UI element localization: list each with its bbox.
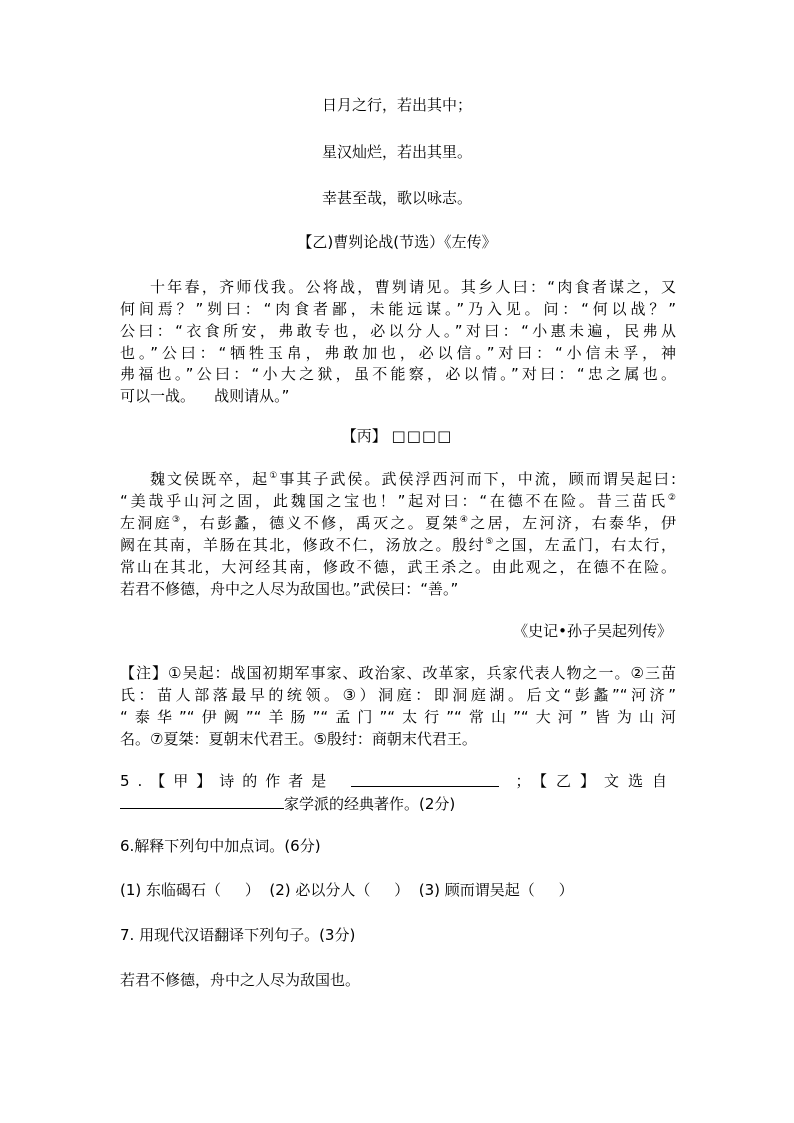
passage-bing-line-6: 若君不修德，舟中之人尽为敌国也。”武侯曰：“善。” [120, 580, 459, 598]
notes-line-2: 氏：苗人部落最早的统领。③）洞庭：即洞庭湖。后文“彭蠡”“河济” [120, 686, 676, 704]
passage-bing-line-5: 常山在其北，大河经其南，修政不德，武王杀之。由此观之，在德不在险。 [120, 558, 676, 576]
poem-line-3: 幸甚至哉，歌以咏志。 [321, 189, 472, 207]
question-6-items: (1) 东临碣石（ ） (2) 必以分人（ ） (3) 顾而谓吴起（ ） [120, 881, 574, 899]
passage-bing-line-3b: ，右彭蠡，德义不修，禹灭之。夏桀 [182, 514, 460, 532]
passage-yi-line-5: 弗福也。”公曰：“小大之狱，虽不能察，必以情。”对曰：“忠之属也。 [120, 365, 676, 383]
question-5-part-a: 5.【甲】诗的作者是 [120, 772, 335, 790]
passage-bing-line-2 [120, 491, 676, 511]
footnote-ref-1: ① [269, 471, 280, 481]
passage-bing-line-3c: 之居，左河济，右泰华，伊 [470, 514, 676, 532]
passage-yi-line-3: 公曰：“衣食所安，弗敢专也，必以分人。”对曰：“小惠未遍，民弗从 [120, 322, 676, 340]
question-5-part-c: 家学派的经典著作。(2分) [284, 795, 456, 813]
notes-line-4: 名。⑦夏桀：夏朝末代君王。⑤殷纣：商朝末代君王。 [120, 730, 477, 748]
passage-bing-line-4 [120, 535, 676, 555]
passage-bing-line-1a: 魏文侯既卒，起 [150, 470, 270, 488]
passage-yi-line-2: 何间焉？”刿曰：“肉食者鄙，未能远谋。”乃入见。问：“何以战？” [120, 300, 676, 318]
passage-bing-line-3a: 左洞庭 [120, 514, 173, 532]
question-7-sentence: 若君不修德，舟中之人尽为敌国也。 [120, 971, 361, 989]
question-5-line-1 [120, 771, 676, 791]
passage-yi-line-4: 也。”公曰：“牺牲玉帛，弗敢加也，必以信。”对曰：“小信未孚，神 [120, 344, 676, 362]
passage-bing-title-boxes: □□□□ [391, 427, 453, 445]
question-5-blank-school[interactable] [120, 793, 284, 809]
passage-bing-title-mark: 【丙】 [341, 427, 387, 445]
question-6-prompt: 6.解释下列句中加点词。(6分) [120, 837, 321, 855]
passage-bing-line-1 [150, 469, 676, 489]
poem-line-2: 星汉灿烂，若出其里。 [321, 143, 472, 161]
passage-yi-line-1: 十年春，齐师伐我。公将战，曹刿请见。其乡人曰：“肉食者谋之，又 [150, 278, 676, 296]
passage-bing-line-4a: 阙在其南，羊肠在其北，修政不仁，汤放之。殷纣 [120, 536, 486, 554]
passage-bing-line-1b: 事其子武侯。武侯浮西河而下，中流，顾而谓吴起曰: [279, 470, 676, 488]
passage-yi-line-6: 可以一战。 战则请从。” [120, 387, 290, 405]
notes-line-1: 【注】①吴起：战国初期军事家、政治家、改革家，兵家代表人物之一。②三苗 [120, 664, 676, 682]
question-7-prompt: 7. 用现代汉语翻译下列句子。(3分) [120, 926, 356, 944]
passage-yi-title: 【乙)曹刿论战(节选）《左传》 [297, 233, 497, 251]
passage-bing-title [0, 426, 794, 446]
footnote-ref-5: ⑤ [485, 537, 495, 547]
question-5-blank-author[interactable] [351, 771, 499, 787]
passage-bing-line-3 [120, 513, 676, 533]
question-5-line-2 [120, 793, 676, 814]
footnote-ref-4: ④ [459, 515, 471, 525]
notes-line-3: “泰华”“伊阙”“羊肠”“孟门”“太行”“常山”“大河”皆为山河 [120, 708, 676, 726]
question-5-part-b: ；【乙】文选自 [515, 772, 676, 790]
poem-line-1: 日月之行，若出其中； [321, 96, 472, 114]
passage-bing-line-2a: “美哉乎山河之固，此魏国之宝也！”起对曰：“在德不在险。昔三苗氏 [120, 492, 668, 510]
footnote-ref-2: ② [667, 493, 676, 503]
footnote-ref-3: ③ [172, 515, 183, 525]
passage-bing-source: 《史记•孙子吴起列传》 [513, 622, 672, 640]
passage-bing-line-4b: 之国，左孟门，右太行， [494, 536, 676, 554]
